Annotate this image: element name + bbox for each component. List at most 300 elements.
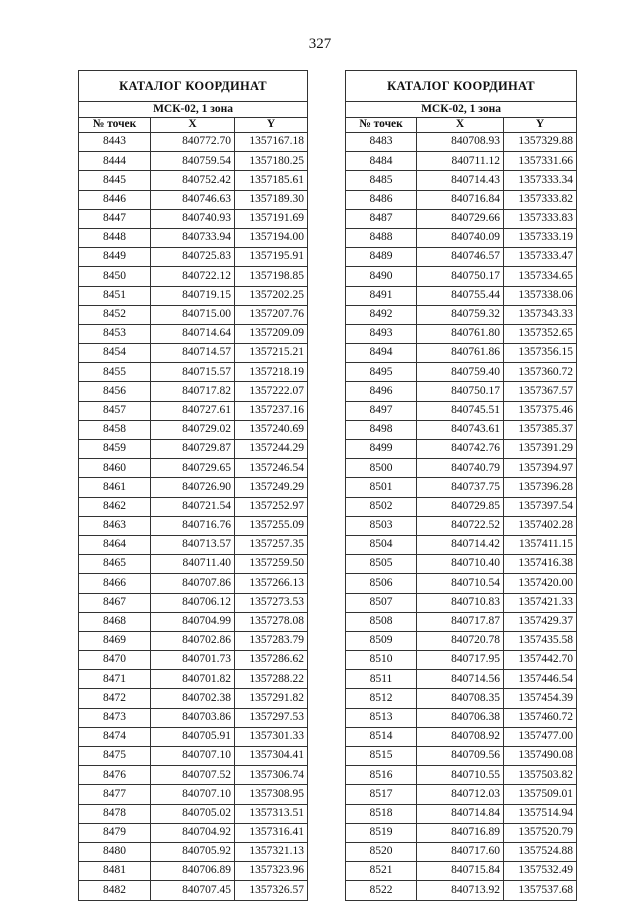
table-body xyxy=(79,133,308,901)
y-coordinate-cell: 1357215.21 xyxy=(235,344,308,363)
column-header-y: Y xyxy=(504,118,577,133)
x-coordinate-cell: 840711.12 xyxy=(417,152,504,171)
x-coordinate-cell: 840717.60 xyxy=(417,842,504,861)
y-coordinate-cell: 1357343.33 xyxy=(504,305,577,324)
point-number-cell: 8491 xyxy=(346,286,417,305)
point-number-cell: 8498 xyxy=(346,420,417,439)
point-number-cell: 8466 xyxy=(79,574,151,593)
x-coordinate-cell: 840705.92 xyxy=(151,842,235,861)
point-number-cell: 8481 xyxy=(79,862,151,881)
table-row xyxy=(79,305,308,324)
y-coordinate-cell: 1357259.50 xyxy=(235,555,308,574)
coordinate-catalog-table-right xyxy=(345,70,577,901)
y-coordinate-cell: 1357532.49 xyxy=(504,862,577,881)
table-row xyxy=(346,823,577,842)
table-row xyxy=(346,478,577,497)
y-coordinate-cell: 1357524.88 xyxy=(504,842,577,861)
x-coordinate-cell: 840710.40 xyxy=(417,555,504,574)
x-coordinate-cell: 840702.38 xyxy=(151,689,235,708)
point-number-cell: 8502 xyxy=(346,497,417,516)
coordinate-catalog-table-left xyxy=(78,70,308,901)
x-coordinate-cell: 840715.57 xyxy=(151,363,235,382)
table-row xyxy=(346,228,577,247)
y-coordinate-cell: 1357396.28 xyxy=(504,478,577,497)
table-row xyxy=(346,209,577,228)
point-number-cell: 8471 xyxy=(79,670,151,689)
x-coordinate-cell: 840716.76 xyxy=(151,516,235,535)
y-coordinate-cell: 1357333.47 xyxy=(504,248,577,267)
point-number-cell: 8449 xyxy=(79,248,151,267)
point-number-cell: 8479 xyxy=(79,823,151,842)
table-row xyxy=(79,440,308,459)
y-coordinate-cell: 1357244.29 xyxy=(235,440,308,459)
y-coordinate-cell: 1357252.97 xyxy=(235,497,308,516)
point-number-cell: 8460 xyxy=(79,459,151,478)
table-row xyxy=(346,305,577,324)
x-coordinate-cell: 840714.57 xyxy=(151,344,235,363)
x-coordinate-cell: 840740.09 xyxy=(417,228,504,247)
y-coordinate-cell: 1357326.57 xyxy=(235,881,308,900)
table-row xyxy=(346,593,577,612)
table-row xyxy=(79,593,308,612)
point-number-cell: 8505 xyxy=(346,555,417,574)
x-coordinate-cell: 840733.94 xyxy=(151,228,235,247)
y-coordinate-cell: 1357356.15 xyxy=(504,344,577,363)
x-coordinate-cell: 840706.12 xyxy=(151,593,235,612)
catalog-title: КАТАЛОГ КООРДИНАТ xyxy=(79,71,308,102)
x-coordinate-cell: 840710.83 xyxy=(417,593,504,612)
point-number-cell: 8509 xyxy=(346,631,417,650)
table-row xyxy=(79,670,308,689)
point-number-cell: 8480 xyxy=(79,842,151,861)
table-row xyxy=(79,785,308,804)
y-coordinate-cell: 1357334.65 xyxy=(504,267,577,286)
x-coordinate-cell: 840717.95 xyxy=(417,651,504,670)
x-coordinate-cell: 840714.64 xyxy=(151,324,235,343)
table-row xyxy=(346,651,577,670)
table-row xyxy=(79,382,308,401)
point-number-cell: 8450 xyxy=(79,267,151,286)
x-coordinate-cell: 840702.86 xyxy=(151,631,235,650)
point-number-cell: 8452 xyxy=(79,305,151,324)
y-coordinate-cell: 1357278.08 xyxy=(235,612,308,631)
point-number-cell: 8493 xyxy=(346,324,417,343)
x-coordinate-cell: 840709.56 xyxy=(417,747,504,766)
point-number-cell: 8507 xyxy=(346,593,417,612)
y-coordinate-cell: 1357189.30 xyxy=(235,190,308,209)
x-coordinate-cell: 840715.00 xyxy=(151,305,235,324)
y-coordinate-cell: 1357509.01 xyxy=(504,785,577,804)
table-row xyxy=(346,881,577,900)
y-coordinate-cell: 1357266.13 xyxy=(235,574,308,593)
y-coordinate-cell: 1357222.07 xyxy=(235,382,308,401)
point-number-cell: 8486 xyxy=(346,190,417,209)
table-row xyxy=(79,651,308,670)
table-row xyxy=(79,133,308,152)
point-number-cell: 8515 xyxy=(346,747,417,766)
x-coordinate-cell: 840772.70 xyxy=(151,133,235,152)
point-number-cell: 8503 xyxy=(346,516,417,535)
y-coordinate-cell: 1357202.25 xyxy=(235,286,308,305)
point-number-cell: 8443 xyxy=(79,133,151,152)
table-row xyxy=(79,555,308,574)
point-number-cell: 8494 xyxy=(346,344,417,363)
column-header-point-number: № точек xyxy=(79,118,151,133)
point-number-cell: 8469 xyxy=(79,631,151,650)
y-coordinate-cell: 1357446.54 xyxy=(504,670,577,689)
x-coordinate-cell: 840706.89 xyxy=(151,862,235,881)
y-coordinate-cell: 1357394.97 xyxy=(504,459,577,478)
point-number-cell: 8448 xyxy=(79,228,151,247)
x-coordinate-cell: 840755.44 xyxy=(417,286,504,305)
y-coordinate-cell: 1357514.94 xyxy=(504,804,577,823)
x-coordinate-cell: 840745.51 xyxy=(417,401,504,420)
y-coordinate-cell: 1357273.53 xyxy=(235,593,308,612)
table-row xyxy=(79,497,308,516)
point-number-cell: 8489 xyxy=(346,248,417,267)
table-row xyxy=(79,267,308,286)
x-coordinate-cell: 840704.92 xyxy=(151,823,235,842)
point-number-cell: 8459 xyxy=(79,440,151,459)
y-coordinate-cell: 1357286.62 xyxy=(235,651,308,670)
x-coordinate-cell: 840750.17 xyxy=(417,267,504,286)
y-coordinate-cell: 1357195.91 xyxy=(235,248,308,267)
point-number-cell: 8497 xyxy=(346,401,417,420)
table-row xyxy=(79,842,308,861)
table-row xyxy=(346,747,577,766)
x-coordinate-cell: 840712.03 xyxy=(417,785,504,804)
y-coordinate-cell: 1357537.68 xyxy=(504,881,577,900)
point-number-cell: 8520 xyxy=(346,842,417,861)
y-coordinate-cell: 1357352.65 xyxy=(504,324,577,343)
table-row xyxy=(79,190,308,209)
point-number-cell: 8477 xyxy=(79,785,151,804)
point-number-cell: 8483 xyxy=(346,133,417,152)
x-coordinate-cell: 840705.02 xyxy=(151,804,235,823)
y-coordinate-cell: 1357429.37 xyxy=(504,612,577,631)
x-coordinate-cell: 840716.89 xyxy=(417,823,504,842)
y-coordinate-cell: 1357367.57 xyxy=(504,382,577,401)
x-coordinate-cell: 840708.92 xyxy=(417,727,504,746)
table-row xyxy=(346,766,577,785)
point-number-cell: 8485 xyxy=(346,171,417,190)
x-coordinate-cell: 840752.42 xyxy=(151,171,235,190)
point-number-cell: 8516 xyxy=(346,766,417,785)
table-row xyxy=(346,171,577,190)
catalog-title: КАТАЛОГ КООРДИНАТ xyxy=(346,71,577,102)
table-row xyxy=(346,324,577,343)
x-coordinate-cell: 840715.84 xyxy=(417,862,504,881)
y-coordinate-cell: 1357331.66 xyxy=(504,152,577,171)
x-coordinate-cell: 840707.52 xyxy=(151,766,235,785)
point-number-cell: 8510 xyxy=(346,651,417,670)
x-coordinate-cell: 840737.75 xyxy=(417,478,504,497)
x-coordinate-cell: 840707.45 xyxy=(151,881,235,900)
y-coordinate-cell: 1357411.15 xyxy=(504,535,577,554)
y-coordinate-cell: 1357249.29 xyxy=(235,478,308,497)
point-number-cell: 8490 xyxy=(346,267,417,286)
point-number-cell: 8467 xyxy=(79,593,151,612)
y-coordinate-cell: 1357291.82 xyxy=(235,689,308,708)
y-coordinate-cell: 1357397.54 xyxy=(504,497,577,516)
column-header-y: Y xyxy=(235,118,308,133)
table-row xyxy=(346,267,577,286)
point-number-cell: 8517 xyxy=(346,785,417,804)
point-number-cell: 8457 xyxy=(79,401,151,420)
y-coordinate-cell: 1357385.37 xyxy=(504,420,577,439)
point-number-cell: 8475 xyxy=(79,747,151,766)
y-coordinate-cell: 1357360.72 xyxy=(504,363,577,382)
point-number-cell: 8446 xyxy=(79,190,151,209)
table-row xyxy=(79,708,308,727)
x-coordinate-cell: 840722.12 xyxy=(151,267,235,286)
x-coordinate-cell: 840746.57 xyxy=(417,248,504,267)
x-coordinate-cell: 840726.90 xyxy=(151,478,235,497)
table-row xyxy=(79,612,308,631)
table-body xyxy=(346,133,577,901)
table-row xyxy=(346,689,577,708)
table-row xyxy=(79,516,308,535)
point-number-cell: 8508 xyxy=(346,612,417,631)
table-row xyxy=(346,133,577,152)
point-number-cell: 8522 xyxy=(346,881,417,900)
point-number-cell: 8476 xyxy=(79,766,151,785)
y-coordinate-cell: 1357402.28 xyxy=(504,516,577,535)
table-row xyxy=(346,344,577,363)
table-row xyxy=(346,631,577,650)
point-number-cell: 8474 xyxy=(79,727,151,746)
x-coordinate-cell: 840708.93 xyxy=(417,133,504,152)
y-coordinate-cell: 1357435.58 xyxy=(504,631,577,650)
point-number-cell: 8468 xyxy=(79,612,151,631)
point-number-cell: 8514 xyxy=(346,727,417,746)
point-number-cell: 8488 xyxy=(346,228,417,247)
x-coordinate-cell: 840716.84 xyxy=(417,190,504,209)
y-coordinate-cell: 1357306.74 xyxy=(235,766,308,785)
column-header-x: X xyxy=(417,118,504,133)
y-coordinate-cell: 1357490.08 xyxy=(504,747,577,766)
x-coordinate-cell: 840743.61 xyxy=(417,420,504,439)
table-row xyxy=(79,689,308,708)
y-coordinate-cell: 1357338.06 xyxy=(504,286,577,305)
point-number-cell: 8461 xyxy=(79,478,151,497)
x-coordinate-cell: 840725.83 xyxy=(151,248,235,267)
point-number-cell: 8465 xyxy=(79,555,151,574)
table-row xyxy=(346,152,577,171)
table-row xyxy=(79,324,308,343)
x-coordinate-cell: 840708.35 xyxy=(417,689,504,708)
x-coordinate-cell: 840713.57 xyxy=(151,535,235,554)
table-row xyxy=(79,747,308,766)
table-row xyxy=(346,555,577,574)
y-coordinate-cell: 1357460.72 xyxy=(504,708,577,727)
y-coordinate-cell: 1357240.69 xyxy=(235,420,308,439)
x-coordinate-cell: 840740.79 xyxy=(417,459,504,478)
point-number-cell: 8478 xyxy=(79,804,151,823)
y-coordinate-cell: 1357333.19 xyxy=(504,228,577,247)
table-row xyxy=(346,440,577,459)
x-coordinate-cell: 840706.38 xyxy=(417,708,504,727)
x-coordinate-cell: 840705.91 xyxy=(151,727,235,746)
table-row xyxy=(79,228,308,247)
table-row xyxy=(79,881,308,900)
table-row xyxy=(346,535,577,554)
point-number-cell: 8499 xyxy=(346,440,417,459)
point-number-cell: 8473 xyxy=(79,708,151,727)
x-coordinate-cell: 840742.76 xyxy=(417,440,504,459)
y-coordinate-cell: 1357288.22 xyxy=(235,670,308,689)
table-row xyxy=(79,727,308,746)
table-row xyxy=(79,209,308,228)
y-coordinate-cell: 1357301.33 xyxy=(235,727,308,746)
y-coordinate-cell: 1357297.53 xyxy=(235,708,308,727)
x-coordinate-cell: 840717.82 xyxy=(151,382,235,401)
table-row xyxy=(79,152,308,171)
y-coordinate-cell: 1357454.39 xyxy=(504,689,577,708)
point-number-cell: 8464 xyxy=(79,535,151,554)
point-number-cell: 8444 xyxy=(79,152,151,171)
y-coordinate-cell: 1357316.41 xyxy=(235,823,308,842)
y-coordinate-cell: 1357283.79 xyxy=(235,631,308,650)
y-coordinate-cell: 1357209.09 xyxy=(235,324,308,343)
x-coordinate-cell: 840714.56 xyxy=(417,670,504,689)
x-coordinate-cell: 840713.92 xyxy=(417,881,504,900)
table-row xyxy=(79,459,308,478)
coordinate-system-zone: МСК-02, 1 зона xyxy=(346,102,577,118)
table-row xyxy=(79,344,308,363)
table-row xyxy=(346,190,577,209)
point-number-cell: 8453 xyxy=(79,324,151,343)
y-coordinate-cell: 1357375.46 xyxy=(504,401,577,420)
y-coordinate-cell: 1357167.18 xyxy=(235,133,308,152)
x-coordinate-cell: 840759.40 xyxy=(417,363,504,382)
x-coordinate-cell: 840722.52 xyxy=(417,516,504,535)
point-number-cell: 8506 xyxy=(346,574,417,593)
table-row xyxy=(346,842,577,861)
table-row xyxy=(346,401,577,420)
x-coordinate-cell: 840707.86 xyxy=(151,574,235,593)
x-coordinate-cell: 840701.73 xyxy=(151,651,235,670)
y-coordinate-cell: 1357246.54 xyxy=(235,459,308,478)
table-row xyxy=(79,171,308,190)
table-row xyxy=(79,535,308,554)
point-number-cell: 8504 xyxy=(346,535,417,554)
y-coordinate-cell: 1357308.95 xyxy=(235,785,308,804)
x-coordinate-cell: 840759.32 xyxy=(417,305,504,324)
column-header-point-number: № точек xyxy=(346,118,417,133)
x-coordinate-cell: 840710.55 xyxy=(417,766,504,785)
x-coordinate-cell: 840759.54 xyxy=(151,152,235,171)
table-row xyxy=(346,248,577,267)
y-coordinate-cell: 1357304.41 xyxy=(235,747,308,766)
x-coordinate-cell: 840720.78 xyxy=(417,631,504,650)
x-coordinate-cell: 840729.85 xyxy=(417,497,504,516)
table-row xyxy=(79,286,308,305)
table-row xyxy=(346,382,577,401)
y-coordinate-cell: 1357321.13 xyxy=(235,842,308,861)
table-row xyxy=(346,862,577,881)
y-coordinate-cell: 1357313.51 xyxy=(235,804,308,823)
x-coordinate-cell: 840707.10 xyxy=(151,785,235,804)
x-coordinate-cell: 840761.80 xyxy=(417,324,504,343)
table-row xyxy=(79,363,308,382)
x-coordinate-cell: 840719.15 xyxy=(151,286,235,305)
x-coordinate-cell: 840711.40 xyxy=(151,555,235,574)
table-row xyxy=(346,574,577,593)
x-coordinate-cell: 840717.87 xyxy=(417,612,504,631)
table-row xyxy=(346,804,577,823)
x-coordinate-cell: 840701.82 xyxy=(151,670,235,689)
table-row xyxy=(79,631,308,650)
x-coordinate-cell: 840703.86 xyxy=(151,708,235,727)
x-coordinate-cell: 840746.63 xyxy=(151,190,235,209)
table-row xyxy=(79,478,308,497)
point-number-cell: 8521 xyxy=(346,862,417,881)
table-row xyxy=(346,420,577,439)
point-number-cell: 8445 xyxy=(79,171,151,190)
x-coordinate-cell: 840714.43 xyxy=(417,171,504,190)
point-number-cell: 8492 xyxy=(346,305,417,324)
x-coordinate-cell: 840704.99 xyxy=(151,612,235,631)
y-coordinate-cell: 1357194.00 xyxy=(235,228,308,247)
point-number-cell: 8455 xyxy=(79,363,151,382)
point-number-cell: 8501 xyxy=(346,478,417,497)
point-number-cell: 8463 xyxy=(79,516,151,535)
x-coordinate-cell: 840729.02 xyxy=(151,420,235,439)
y-coordinate-cell: 1357520.79 xyxy=(504,823,577,842)
point-number-cell: 8487 xyxy=(346,209,417,228)
point-number-cell: 8512 xyxy=(346,689,417,708)
table-row xyxy=(346,708,577,727)
y-coordinate-cell: 1357185.61 xyxy=(235,171,308,190)
x-coordinate-cell: 840710.54 xyxy=(417,574,504,593)
table-row xyxy=(79,574,308,593)
point-number-cell: 8454 xyxy=(79,344,151,363)
table-row xyxy=(346,459,577,478)
table-row xyxy=(346,516,577,535)
point-number-cell: 8495 xyxy=(346,363,417,382)
y-coordinate-cell: 1357333.83 xyxy=(504,209,577,228)
y-coordinate-cell: 1357218.19 xyxy=(235,363,308,382)
y-coordinate-cell: 1357257.35 xyxy=(235,535,308,554)
coordinate-system-zone: МСК-02, 1 зона xyxy=(79,102,308,118)
point-number-cell: 8484 xyxy=(346,152,417,171)
table-row xyxy=(79,804,308,823)
y-coordinate-cell: 1357391.29 xyxy=(504,440,577,459)
point-number-cell: 8451 xyxy=(79,286,151,305)
point-number-cell: 8462 xyxy=(79,497,151,516)
x-coordinate-cell: 840714.42 xyxy=(417,535,504,554)
point-number-cell: 8496 xyxy=(346,382,417,401)
x-coordinate-cell: 840707.10 xyxy=(151,747,235,766)
y-coordinate-cell: 1357323.96 xyxy=(235,862,308,881)
x-coordinate-cell: 840729.87 xyxy=(151,440,235,459)
point-number-cell: 8482 xyxy=(79,881,151,900)
point-number-cell: 8472 xyxy=(79,689,151,708)
point-number-cell: 8513 xyxy=(346,708,417,727)
table-row xyxy=(79,420,308,439)
x-coordinate-cell: 840740.93 xyxy=(151,209,235,228)
y-coordinate-cell: 1357180.25 xyxy=(235,152,308,171)
point-number-cell: 8511 xyxy=(346,670,417,689)
point-number-cell: 8456 xyxy=(79,382,151,401)
y-coordinate-cell: 1357420.00 xyxy=(504,574,577,593)
point-number-cell: 8470 xyxy=(79,651,151,670)
x-coordinate-cell: 840729.65 xyxy=(151,459,235,478)
x-coordinate-cell: 840750.17 xyxy=(417,382,504,401)
x-coordinate-cell: 840721.54 xyxy=(151,497,235,516)
y-coordinate-cell: 1357503.82 xyxy=(504,766,577,785)
